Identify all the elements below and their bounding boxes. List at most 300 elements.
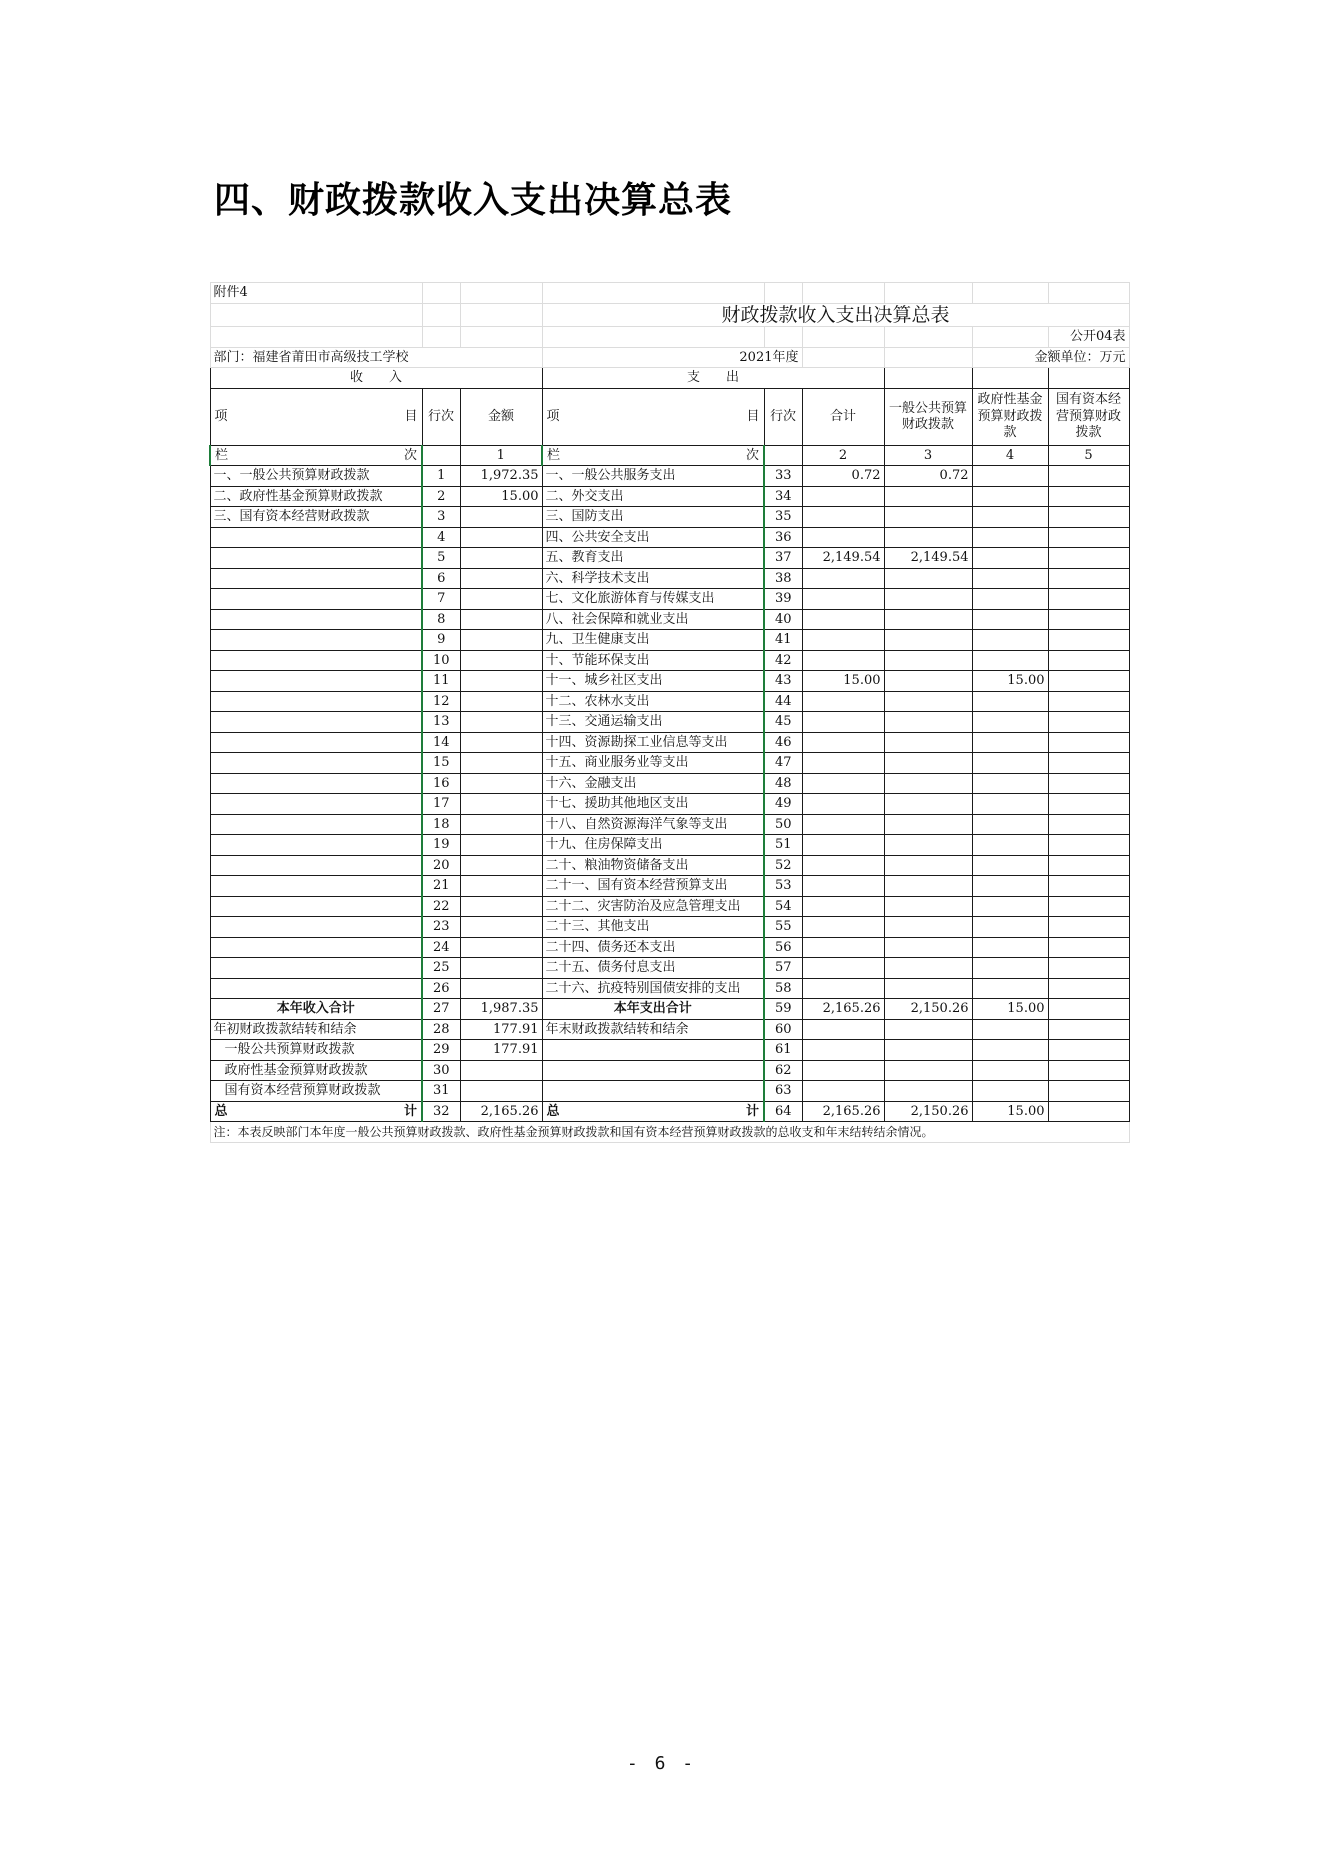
expense-total bbox=[802, 896, 884, 917]
year-income-total-label: 本年收入合计 bbox=[210, 999, 422, 1020]
income-item bbox=[210, 917, 422, 938]
expense-row-no: 51 bbox=[764, 835, 802, 856]
expense-gov-fund bbox=[972, 876, 1048, 897]
expense-row-no: 42 bbox=[764, 650, 802, 671]
expense-row-no: 53 bbox=[764, 876, 802, 897]
income-item bbox=[210, 978, 422, 999]
expense-general-budget bbox=[884, 876, 972, 897]
expense-gov-fund bbox=[972, 855, 1048, 876]
expense-state-capital bbox=[1048, 814, 1129, 835]
income-row-no: 10 bbox=[422, 650, 460, 671]
expense-state-capital bbox=[1048, 917, 1129, 938]
income-row-no: 5 bbox=[422, 548, 460, 569]
expense-gov-fund bbox=[972, 507, 1048, 528]
income-amount bbox=[460, 507, 542, 528]
income-row-no: 6 bbox=[422, 568, 460, 589]
expense-row-no: 61 bbox=[764, 1040, 802, 1061]
grand-total-expense-label: 总 计 bbox=[542, 1101, 764, 1122]
income-row-no: 12 bbox=[422, 691, 460, 712]
year-expense-gov-fund: 15.00 bbox=[972, 999, 1048, 1020]
income-row-no: 18 bbox=[422, 814, 460, 835]
empty-cell bbox=[972, 1040, 1048, 1061]
expense-general-budget bbox=[884, 896, 972, 917]
grand-total-expense: 2,165.26 bbox=[802, 1101, 884, 1122]
carry-income-item: 政府性基金预算财政拨款 bbox=[210, 1060, 422, 1081]
expense-item: 一、一般公共服务支出 bbox=[542, 466, 764, 487]
income-item bbox=[210, 753, 422, 774]
expense-item: 二十六、抗疫特别国债安排的支出 bbox=[542, 978, 764, 999]
expense-state-capital bbox=[1048, 896, 1129, 917]
column-index-row bbox=[210, 445, 1129, 466]
income-row-no: 22 bbox=[422, 896, 460, 917]
expense-general-budget bbox=[884, 773, 972, 794]
income-item bbox=[210, 732, 422, 753]
expense-general-budget bbox=[884, 589, 972, 610]
expense-item: 六、科学技术支出 bbox=[542, 568, 764, 589]
grand-total-general-budget: 2,150.26 bbox=[884, 1101, 972, 1122]
table-row bbox=[210, 712, 1129, 733]
column-index-2: 2 bbox=[802, 445, 884, 466]
income-row-no: 21 bbox=[422, 876, 460, 897]
expense-item: 九、卫生健康支出 bbox=[542, 630, 764, 651]
expense-row-no: 54 bbox=[764, 896, 802, 917]
income-item bbox=[210, 630, 422, 651]
expense-state-capital bbox=[1048, 486, 1129, 507]
income-item bbox=[210, 671, 422, 692]
expense-general-budget bbox=[884, 712, 972, 733]
income-item: 二、政府性基金预算财政拨款 bbox=[210, 486, 422, 507]
expense-gov-fund bbox=[972, 630, 1048, 651]
expense-general-budget bbox=[884, 609, 972, 630]
income-item bbox=[210, 589, 422, 610]
expense-gov-fund bbox=[972, 917, 1048, 938]
table-row bbox=[210, 630, 1129, 651]
empty-cell bbox=[1048, 1060, 1129, 1081]
income-amount bbox=[460, 794, 542, 815]
expense-row-no: 34 bbox=[764, 486, 802, 507]
income-item bbox=[210, 609, 422, 630]
expense-row-no: 60 bbox=[764, 1019, 802, 1040]
income-item: 三、国有资本经营财政拨款 bbox=[210, 507, 422, 528]
expense-general-budget bbox=[884, 527, 972, 548]
carry-income-amount: 177.91 bbox=[460, 1019, 542, 1040]
table-title: 财政拨款收入支出决算总表 bbox=[542, 303, 1129, 327]
expense-gov-fund bbox=[972, 712, 1048, 733]
expense-row-no: 55 bbox=[764, 917, 802, 938]
expense-state-capital bbox=[1048, 794, 1129, 815]
expense-row-no: 43 bbox=[764, 671, 802, 692]
income-amount: 15.00 bbox=[460, 486, 542, 507]
expense-item-header: 项 目 bbox=[542, 388, 764, 445]
expense-gov-fund bbox=[972, 773, 1048, 794]
expense-gov-fund bbox=[972, 732, 1048, 753]
table-row bbox=[210, 835, 1129, 856]
income-row-no: 2 bbox=[422, 486, 460, 507]
income-row-no: 8 bbox=[422, 609, 460, 630]
expense-state-capital bbox=[1048, 507, 1129, 528]
income-amount bbox=[460, 548, 542, 569]
income-row-no: 31 bbox=[422, 1081, 460, 1102]
expense-state-capital bbox=[1048, 548, 1129, 569]
carry-expense-item bbox=[542, 1060, 764, 1081]
column-index-4: 4 bbox=[972, 445, 1048, 466]
income-item bbox=[210, 876, 422, 897]
expense-row-no: 62 bbox=[764, 1060, 802, 1081]
expense-row-no: 63 bbox=[764, 1081, 802, 1102]
income-item bbox=[210, 568, 422, 589]
expense-general-budget bbox=[884, 753, 972, 774]
expense-state-capital bbox=[1048, 773, 1129, 794]
income-amount bbox=[460, 568, 542, 589]
income-row-no: 14 bbox=[422, 732, 460, 753]
expense-item: 四、公共安全支出 bbox=[542, 527, 764, 548]
year-total-row bbox=[210, 999, 1129, 1020]
expense-row-no: 36 bbox=[764, 527, 802, 548]
expense-gov-fund bbox=[972, 896, 1048, 917]
income-row-no: 4 bbox=[422, 527, 460, 548]
income-amount bbox=[460, 937, 542, 958]
expense-row-no: 56 bbox=[764, 937, 802, 958]
expense-row-no: 64 bbox=[764, 1101, 802, 1122]
expense-gov-fund bbox=[972, 486, 1048, 507]
income-item-header: 项 目 bbox=[210, 388, 422, 445]
expense-general-budget bbox=[884, 814, 972, 835]
expense-general-budget bbox=[884, 671, 972, 692]
expense-state-capital bbox=[1048, 630, 1129, 651]
expense-general-budget: 0.72 bbox=[884, 466, 972, 487]
income-row-no: 15 bbox=[422, 753, 460, 774]
income-row-no: 26 bbox=[422, 978, 460, 999]
expense-total: 15.00 bbox=[802, 671, 884, 692]
expense-row-no: 46 bbox=[764, 732, 802, 753]
expense-row-no-header: 行次 bbox=[764, 388, 802, 445]
table-row bbox=[210, 466, 1129, 487]
expense-total bbox=[802, 876, 884, 897]
grand-total-row bbox=[210, 1101, 1129, 1122]
expense-state-capital bbox=[1048, 589, 1129, 610]
carry-over-row bbox=[210, 1040, 1129, 1061]
year-expense-total: 2,165.26 bbox=[802, 999, 884, 1020]
income-amount bbox=[460, 589, 542, 610]
income-row-no: 32 bbox=[422, 1101, 460, 1122]
income-item: 一、一般公共预算财政拨款 bbox=[210, 466, 422, 487]
expense-state-capital bbox=[1048, 753, 1129, 774]
expense-row-no: 47 bbox=[764, 753, 802, 774]
empty-cell bbox=[802, 1019, 884, 1040]
income-row-no: 30 bbox=[422, 1060, 460, 1081]
expense-total bbox=[802, 568, 884, 589]
expense-item: 十、节能环保支出 bbox=[542, 650, 764, 671]
expense-row-no: 40 bbox=[764, 609, 802, 630]
table-row bbox=[210, 753, 1129, 774]
expense-general-budget bbox=[884, 835, 972, 856]
expense-total bbox=[802, 773, 884, 794]
income-section-header: 收 入 bbox=[210, 368, 542, 389]
expense-item: 三、国防支出 bbox=[542, 507, 764, 528]
expense-row-no: 45 bbox=[764, 712, 802, 733]
empty-cell bbox=[1048, 1019, 1129, 1040]
income-amount bbox=[460, 753, 542, 774]
expense-state-capital bbox=[1048, 712, 1129, 733]
expense-row-no: 35 bbox=[764, 507, 802, 528]
expense-row-no: 48 bbox=[764, 773, 802, 794]
income-row-no: 29 bbox=[422, 1040, 460, 1061]
table-row bbox=[210, 609, 1129, 630]
expense-gov-fund bbox=[972, 691, 1048, 712]
table-row bbox=[210, 527, 1129, 548]
gov-fund-header: 政府性基金预算财政拨款 bbox=[972, 388, 1048, 445]
expense-item: 五、教育支出 bbox=[542, 548, 764, 569]
expense-general-budget bbox=[884, 978, 972, 999]
expense-state-capital bbox=[1048, 650, 1129, 671]
empty-cell bbox=[802, 1060, 884, 1081]
general-budget-header: 一般公共预算财政拨款 bbox=[884, 388, 972, 445]
expense-gov-fund bbox=[972, 937, 1048, 958]
page-heading: 四、财政拨款收入支出决算总表 bbox=[214, 180, 733, 221]
attachment-label: 附件4 bbox=[210, 283, 422, 304]
expense-gov-fund bbox=[972, 568, 1048, 589]
income-row-no: 28 bbox=[422, 1019, 460, 1040]
expense-state-capital bbox=[1048, 732, 1129, 753]
expense-general-budget bbox=[884, 958, 972, 979]
income-item bbox=[210, 794, 422, 815]
table-row bbox=[210, 794, 1129, 815]
carry-expense-item: 年末财政拨款结转和结余 bbox=[542, 1019, 764, 1040]
table-row bbox=[210, 773, 1129, 794]
expense-item: 二十五、债务付息支出 bbox=[542, 958, 764, 979]
expense-general-budget bbox=[884, 917, 972, 938]
income-amount bbox=[460, 650, 542, 671]
unit-label: 金额单位：万元 bbox=[972, 347, 1129, 368]
empty-cell bbox=[972, 1060, 1048, 1081]
income-row-no: 1 bbox=[422, 466, 460, 487]
expense-gov-fund bbox=[972, 589, 1048, 610]
expense-state-capital bbox=[1048, 691, 1129, 712]
expense-gov-fund bbox=[972, 978, 1048, 999]
empty-cell bbox=[884, 1019, 972, 1040]
expense-state-capital bbox=[1048, 527, 1129, 548]
column-index-1: 1 bbox=[460, 445, 542, 466]
empty-cell bbox=[884, 1040, 972, 1061]
income-amount bbox=[460, 876, 542, 897]
expense-total bbox=[802, 486, 884, 507]
table-row bbox=[210, 486, 1129, 507]
table-row bbox=[210, 691, 1129, 712]
expense-item: 十四、资源勘探工业信息等支出 bbox=[542, 732, 764, 753]
expense-row-no: 50 bbox=[764, 814, 802, 835]
table-row bbox=[210, 548, 1129, 569]
expense-section-header: 支 出 bbox=[542, 368, 884, 389]
income-amount bbox=[460, 630, 542, 651]
expense-row-no: 41 bbox=[764, 630, 802, 651]
expense-general-budget bbox=[884, 794, 972, 815]
carry-over-row bbox=[210, 1019, 1129, 1040]
expense-total bbox=[802, 609, 884, 630]
expense-gov-fund: 15.00 bbox=[972, 671, 1048, 692]
column-index-label-expense: 栏 次 bbox=[542, 445, 764, 466]
expense-row-no: 57 bbox=[764, 958, 802, 979]
expense-gov-fund bbox=[972, 650, 1048, 671]
carry-income-amount bbox=[460, 1060, 542, 1081]
table-row bbox=[210, 650, 1129, 671]
income-row-no: 11 bbox=[422, 671, 460, 692]
income-item bbox=[210, 896, 422, 917]
column-index-label: 栏 次 bbox=[210, 445, 422, 466]
section-header-row bbox=[210, 368, 1129, 389]
expense-total bbox=[802, 917, 884, 938]
expense-total bbox=[802, 712, 884, 733]
expense-state-capital bbox=[1048, 958, 1129, 979]
income-item bbox=[210, 712, 422, 733]
carry-expense-item bbox=[542, 1040, 764, 1061]
expense-total bbox=[802, 855, 884, 876]
expense-general-budget bbox=[884, 650, 972, 671]
column-index-5: 5 bbox=[1048, 445, 1129, 466]
table-row bbox=[210, 814, 1129, 835]
empty-cell bbox=[1048, 1040, 1129, 1061]
expense-gov-fund bbox=[972, 527, 1048, 548]
expense-total bbox=[802, 732, 884, 753]
expense-gov-fund bbox=[972, 548, 1048, 569]
expense-item: 十一、城乡社区支出 bbox=[542, 671, 764, 692]
table-row bbox=[210, 671, 1129, 692]
expense-state-capital bbox=[1048, 835, 1129, 856]
title-row bbox=[210, 303, 1129, 327]
income-item bbox=[210, 773, 422, 794]
carry-income-item: 一般公共预算财政拨款 bbox=[210, 1040, 422, 1061]
table-row bbox=[210, 855, 1129, 876]
income-amount bbox=[460, 712, 542, 733]
expense-gov-fund bbox=[972, 753, 1048, 774]
income-item bbox=[210, 548, 422, 569]
expense-general-budget bbox=[884, 486, 972, 507]
table-row bbox=[210, 732, 1129, 753]
total-header: 合计 bbox=[802, 388, 884, 445]
expense-total bbox=[802, 814, 884, 835]
year-expense-general-budget: 2,150.26 bbox=[884, 999, 972, 1020]
expense-general-budget bbox=[884, 630, 972, 651]
expense-state-capital bbox=[1048, 855, 1129, 876]
grand-total-gov-fund: 15.00 bbox=[972, 1101, 1048, 1122]
column-header-row bbox=[210, 388, 1129, 445]
carry-income-item: 年初财政拨款结转和结余 bbox=[210, 1019, 422, 1040]
expense-state-capital bbox=[1048, 978, 1129, 999]
expense-general-budget bbox=[884, 507, 972, 528]
expense-total: 2,149.54 bbox=[802, 548, 884, 569]
carry-income-amount: 177.91 bbox=[460, 1040, 542, 1061]
expense-general-budget bbox=[884, 568, 972, 589]
expense-item: 十五、商业服务业等支出 bbox=[542, 753, 764, 774]
expense-total bbox=[802, 794, 884, 815]
income-amount bbox=[460, 691, 542, 712]
expense-item: 八、社会保障和就业支出 bbox=[542, 609, 764, 630]
carry-expense-item bbox=[542, 1081, 764, 1102]
income-amount bbox=[460, 978, 542, 999]
income-amount bbox=[460, 814, 542, 835]
expense-row-no: 38 bbox=[764, 568, 802, 589]
expense-row-no: 33 bbox=[764, 466, 802, 487]
expense-total bbox=[802, 691, 884, 712]
form-code-row bbox=[210, 327, 1129, 348]
income-item bbox=[210, 855, 422, 876]
column-index-3: 3 bbox=[884, 445, 972, 466]
expense-general-budget bbox=[884, 937, 972, 958]
attachment-row bbox=[210, 283, 1129, 304]
income-amount bbox=[460, 671, 542, 692]
income-row-no: 9 bbox=[422, 630, 460, 651]
expense-general-budget bbox=[884, 732, 972, 753]
expense-total bbox=[802, 978, 884, 999]
fiscal-year: 2021年度 bbox=[542, 347, 802, 368]
income-item bbox=[210, 691, 422, 712]
expense-item: 二十三、其他支出 bbox=[542, 917, 764, 938]
fiscal-appropriation-table bbox=[209, 282, 1130, 1143]
empty-cell bbox=[802, 1040, 884, 1061]
income-row-no-header: 行次 bbox=[422, 388, 460, 445]
income-item bbox=[210, 650, 422, 671]
expense-general-budget bbox=[884, 691, 972, 712]
table-row bbox=[210, 876, 1129, 897]
income-row-no: 25 bbox=[422, 958, 460, 979]
expense-general-budget bbox=[884, 855, 972, 876]
expense-total bbox=[802, 835, 884, 856]
expense-gov-fund bbox=[972, 958, 1048, 979]
income-amount bbox=[460, 527, 542, 548]
expense-row-no: 49 bbox=[764, 794, 802, 815]
income-row-no: 17 bbox=[422, 794, 460, 815]
grand-total-income-amount: 2,165.26 bbox=[460, 1101, 542, 1122]
expense-gov-fund bbox=[972, 466, 1048, 487]
income-amount bbox=[460, 835, 542, 856]
expense-total bbox=[802, 753, 884, 774]
empty-cell bbox=[972, 1081, 1048, 1102]
table-row bbox=[210, 978, 1129, 999]
expense-gov-fund bbox=[972, 609, 1048, 630]
expense-state-capital bbox=[1048, 671, 1129, 692]
year-income-total-amount: 1,987.35 bbox=[460, 999, 542, 1020]
expense-row-no: 39 bbox=[764, 589, 802, 610]
expense-row-no: 59 bbox=[764, 999, 802, 1020]
expense-state-capital bbox=[1048, 876, 1129, 897]
income-row-no: 13 bbox=[422, 712, 460, 733]
expense-state-capital bbox=[1048, 609, 1129, 630]
expense-item: 二十四、债务还本支出 bbox=[542, 937, 764, 958]
income-row-no: 27 bbox=[422, 999, 460, 1020]
expense-row-no: 58 bbox=[764, 978, 802, 999]
income-amount bbox=[460, 732, 542, 753]
empty-cell bbox=[802, 1081, 884, 1102]
table-row bbox=[210, 937, 1129, 958]
empty-cell bbox=[884, 1081, 972, 1102]
expense-general-budget: 2,149.54 bbox=[884, 548, 972, 569]
expense-total: 0.72 bbox=[802, 466, 884, 487]
expense-item: 二、外交支出 bbox=[542, 486, 764, 507]
empty-cell bbox=[1048, 1081, 1129, 1102]
income-item bbox=[210, 835, 422, 856]
table-row bbox=[210, 507, 1129, 528]
expense-total bbox=[802, 589, 884, 610]
page-number: - 6 - bbox=[626, 1753, 697, 1774]
state-capital-header: 国有资本经营预算财政拨款 bbox=[1048, 388, 1129, 445]
expense-total bbox=[802, 630, 884, 651]
table-row bbox=[210, 917, 1129, 938]
income-row-no: 3 bbox=[422, 507, 460, 528]
table-note: 注：本表反映部门本年度一般公共预算财政拨款、政府性基金预算财政拨款和国有资本经营预算财政拨款的总收支和年末结转结余情况。 bbox=[210, 1122, 1129, 1143]
income-row-no: 16 bbox=[422, 773, 460, 794]
expense-item: 十九、住房保障支出 bbox=[542, 835, 764, 856]
expense-item: 二十、粮油物资储备支出 bbox=[542, 855, 764, 876]
income-item bbox=[210, 527, 422, 548]
